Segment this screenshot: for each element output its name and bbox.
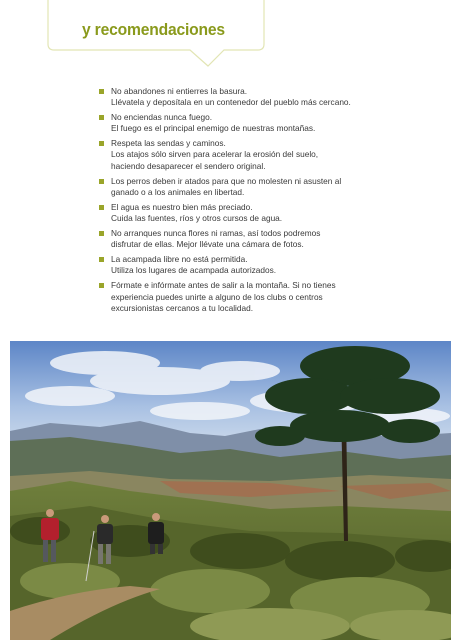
item-text: No enciendas nunca fuego. xyxy=(111,112,213,123)
item-text: No abandones ni entierres la basura. xyxy=(111,86,248,96)
header-bubble xyxy=(0,0,451,75)
item-text: haciendo desaparecer el sendero original. xyxy=(111,160,266,171)
item-text: Respeta las sendas y caminos. xyxy=(111,138,226,149)
landscape-photo xyxy=(10,341,451,640)
square-bullet-icon xyxy=(99,231,104,236)
list-item xyxy=(99,176,399,198)
square-bullet-icon xyxy=(99,283,104,288)
square-bullet-icon xyxy=(99,89,104,94)
list-item xyxy=(99,202,399,224)
list-item xyxy=(99,138,399,171)
item-text: Los atajos sólo sirven para acelerar la erosión del suelo, xyxy=(111,149,319,160)
square-bullet-icon xyxy=(99,115,104,120)
item-text: No arranques nunca flores ni ramas, así todos podremos xyxy=(111,228,321,239)
item-text: ganado o a los animales en libertad. xyxy=(111,186,245,197)
square-bullet-icon xyxy=(99,141,104,146)
list-item xyxy=(99,228,399,250)
item-text: La acampada libre no está permitida. xyxy=(111,254,248,265)
square-bullet-icon xyxy=(99,205,104,210)
landscape-illustration xyxy=(10,341,451,640)
item-text: excursionistas cercanos a tu localidad. xyxy=(111,302,254,313)
item-text: Cuida las fuentes, ríos y otros cursos de agua. xyxy=(111,212,283,223)
list-item xyxy=(99,254,399,276)
list-item xyxy=(99,86,399,108)
square-bullet-icon xyxy=(99,257,104,262)
item-text: Fórmate e infórmate antes de salir a la montaña. Si no tienes xyxy=(111,280,336,291)
page-title: y recomendaciones xyxy=(82,20,225,39)
item-text: experiencia puedes unirte a alguno de los clubs o centros xyxy=(111,291,323,302)
list-item xyxy=(99,112,399,134)
item-text: Utiliza los lugares de acampada autorizados. xyxy=(111,265,277,276)
item-text: disfrutar de ellas. Mejor llévate una cámara de fotos. xyxy=(111,239,304,250)
square-bullet-icon xyxy=(99,179,104,184)
item-text: Los perros deben ir atados para que no molesten ni asusten al xyxy=(111,175,342,186)
list-item xyxy=(99,280,399,313)
recommendations-list xyxy=(99,86,399,318)
item-text: El agua es nuestro bien más preciado. xyxy=(111,201,253,212)
item-text: Llévatela y deposítala en un contenedor del pueblo más cercano. xyxy=(111,97,351,108)
item-text: El fuego es el principal enemigo de nuestras montañas. xyxy=(111,123,316,134)
